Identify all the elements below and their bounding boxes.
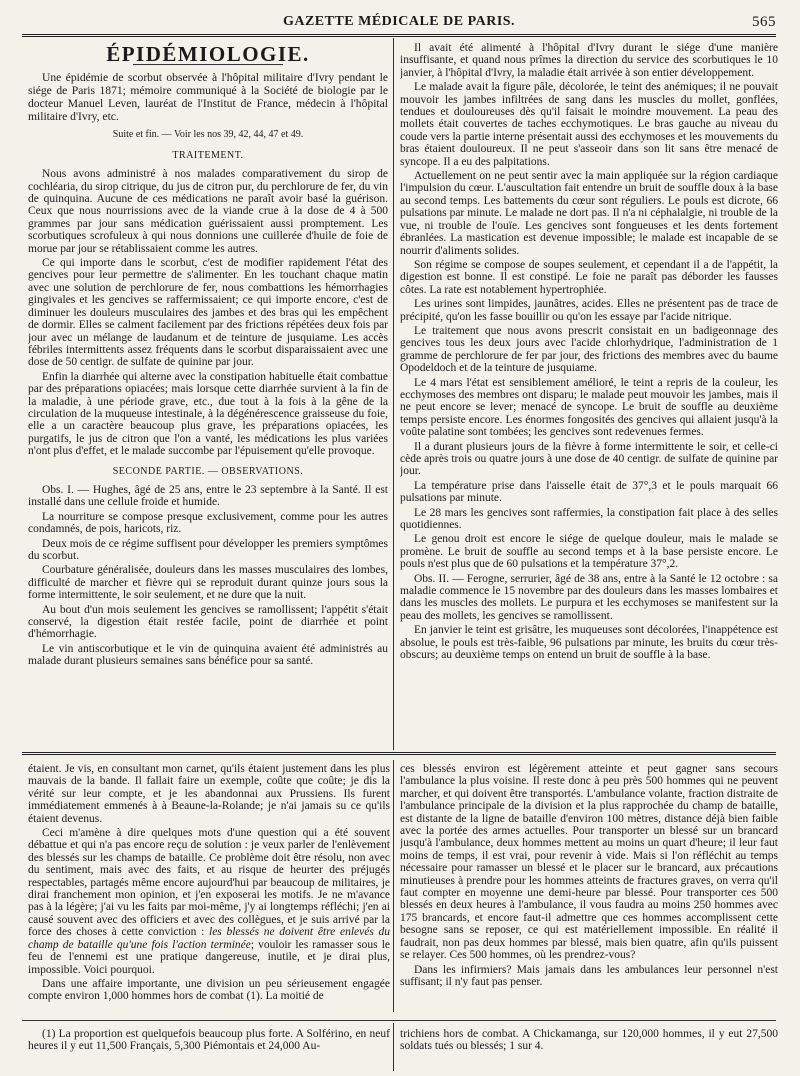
paragraph: Actuellement on ne peut sentir avec la main appliquée sur la région cardiaque l'impulsion du cœur. L'auscultation fait entendre un bruit de souffle doux à la base au second temps. Les battements du cœur sont réguliers. Le pouls est dicrote, 66 pulsations par minute. Le malade ne dort pas. Il n'a ni céphalalgie, ni trouble de la vue, ni trouble de l'ouïe. Les gencives sont fongueuses et les dents fortement ébranlées. La mastication est devenue impossible; le malade est incapable de se nourrir d'aliments solides. (400, 170, 778, 257)
text-span: Ceci m'amène à dire quelques mots d'une question qui a été souvent débattue et qui n'a pas encore reçu de solution : je veux parler de l'enlèvement des blessés sur les champs de bataille. Ce problème doit être résolu, non avec du sentiment, mais avec des faits, et au risque de heurter des préjugés respectables, partagés même encore aujourd'hui par beaucoup de militaires, je dirai franchement mon opinion, et j'en exposerai les motifs. Je ne m'avance pas à la légère; j'ai vu les faits par moi-même, j'y ai longtemps réfléchi; j'en ai causé souvent avec des officiers et avec des collègues, et je suis arrivé par la force des choses à cette conviction : (28, 827, 390, 939)
article-title: ÉPIDÉMIOLOGIE. (106, 42, 310, 66)
journal-title: GAZETTE MÉDICALE DE PARIS. (282, 14, 516, 29)
paragraph: Dans les infirmiers? Mais jamais dans les ambulances leur personnel n'est suffisant; il n'y faut pas penser. (400, 963, 778, 988)
paragraph: Dans une affaire importante, une division un peu sérieusement engagée compte environ 1,000 hommes hors de combat (1). La moitié de (28, 977, 390, 1003)
section-heading-observations: SECONDE PARTIE. — OBSERVATIONS. (112, 465, 304, 477)
paragraph: Le 4 mars l'état est sensiblement amélioré, le teint a repris de la couleur, les ecchymoses des membres ont disparu; le malade peut mouvoir les jambes, mais il ne peut encore se lever; menacé de syncope. Le bruit de souffle au deuxième temps persiste encore. Les énormes fongosités des gencives qui allaient jusqu'à la voûte palatine sont tombées; les gencives sont redevenues fermes. (400, 376, 778, 439)
paragraph: Enfin la diarrhée qui alterne avec la constipation habituelle était combattue par des préparations opiacées; mais lorsque cette diarrhée survient à la fin de la maladie, à une période grave, etc., due tout à la fois à la gêne de la circulation de la muqueuse intestinale, à la dégénérescence graisseuse du foie, elle a un caractère beaucoup plus grave, les préparations opiacées, les purgatifs, le jus de citron que l'on a vanté, les médications les plus variées n'ont plus d'effet, et le malade succombe par l'épuisement qu'elle provoque. (28, 370, 388, 458)
paragraph: La température prise dans l'aisselle était de 37°,3 et le pouls marquait 66 pulsations par minute. (400, 479, 778, 505)
column-left (28, 42, 388, 748)
footnote-left (28, 1028, 390, 1068)
footnote-text: (1) La proportion est quelquefois beaucoup plus forte. A Solférino, en neuf heures il y eut 11,500 Français, 5,300 Piémontais et 24,000 Au- (28, 1028, 390, 1053)
paragraph: Courbature généralisée, douleurs dans les masses musculaires des lombes, difficulté de marcher et fièvre qui se reproduit durant quinze jours sous la forme intermittente, le soir seulement, et ne dure que la nuit. (28, 564, 388, 602)
paragraph: ces blessés environ est légèrement atteinte et peut gagner sans secours l'ambulance la plus voisine. Il reste donc à peu près 500 hommes qui ne peuvent marcher, et qui doivent être transportés. L'ambulance volante, fraction distraite de l'ambulance principale de la division et la plus rapprochée du champ de bataille, est distante de la ligne de bataille d'environ 100 mètres, distance déjà bien faible avec la portée des armes actuelles. Pour transporter un blessé sur un brancard jusqu'à l'ambulance, deux hommes mettent au moins un quart d'heure; il leur faut moins de temps, il est vrai, pour revenir à vide. Mais si l'on réfléchit au temps nécessaire pour ramasser un blessé et le placer sur le brancard, aux précautions minutieuses à prendre pour les hommes atteints de fractures graves, on verra qu'il faut compter en moyenne une demi-heure par blessé. Pour transporter ces 500 blessés en deux heures à l'ambulance, il vous faudra au moins 250 hommes avec 175 brancards, et encore faut-il admettre que ces hommes accomplissent cette besogne sans se reposer, ce qui est matériellement impossible. En réalité il faudrait, non pas deux hommes par blessé, mais bien quatre, afin qu'ils puissent se relayer. Ces 500 hommes, où les prendrez-vous? (400, 763, 778, 962)
article-intro: Une épidémie de scorbut observée à l'hôpital militaire d'Ivry pendant le siége de Paris 1871; mémoire communiqué à la Société de biologie par le docteur Manuel Leven, lauréat de l'Institut de France, médecin à l'hôpital militaire d'Ivry, etc. (28, 71, 388, 124)
paragraph: Les urines sont limpides, jaunâtres, acides. Elles ne présentent pas de trace de précipité, qu'on les fasse bouillir ou qu'on les essaye par l'acide nitrique. (400, 298, 778, 323)
feuilleton-right (400, 763, 778, 1011)
feuilleton-left (28, 763, 390, 1011)
footnote-rule (22, 1020, 776, 1021)
column-divider (393, 760, 394, 1012)
paragraph: Au bout d'un mois seulement les gencives se ramollissent; l'appétit s'était conservé, la digestion était restée facile, point de diarrhée et point d'hémorrhagie. (28, 603, 388, 641)
paragraph: Obs. I. — Hughes, âgé de 25 ans, entre le 23 septembre à la Santé. Il est installé dans une cellule froide et humide. (28, 483, 388, 509)
paragraph: étaient. Je vis, en consultant mon carnet, qu'ils étaient justement dans les plus mauvais de la bande. Il fallait faire un exemple, coûte que coûte; je dis la vérité sur leur compte, et je les abandonnai aux Prussiens. Ils furent immédiatement emmenés à à Beaune-la-Rolande; je n'ai jamais su ce qu'ils étaient devenus. (28, 763, 390, 825)
paragraph: Son régime se compose de soupes seulement, et cependant il a de l'appétit, la digestion est bonne. Il est constipé. Le foie ne paraît pas déborder les fausses côtes. La rate est notablement hypertrophiée. (400, 258, 778, 296)
header-rule (22, 34, 776, 37)
paragraph: Le traitement que nous avons prescrit consistait en un badigeonnage des gencives tous les deux jours avec l'acide chlorhydrique, l'administration de 1 gramme de perchlorure de fer par jour, des frictions des membres avec du baume Opodeldoch et de la teinture de jusquiame. (400, 324, 778, 375)
paragraph: Il a durant plusieurs jours de la fièvre à forme intermittente le soir, et celle-ci cède après trois ou quatre jours à une dose de 40 centigr. de sulfate de quinine par jour. (400, 440, 778, 478)
page-number: 565 (752, 14, 776, 30)
paragraph: En janvier le teint est grisâtre, les muqueuses sont décolorées, l'inappétence est absolue, le pouls est très-faible, 96 pulsations par minute, les bruits du cœur très-obscurs; au deuxième temps on entend un bruit de souffle à la base. (400, 624, 778, 662)
footnote-right (400, 1028, 778, 1068)
paragraph: Le genou droit est encore le siége de quelque douleur, mais le malade se promène. Le bruit de souffle au second temps et à la base persiste encore. Le pouls n'est plus que de 60 pulsations et la température 37°,2. (400, 533, 778, 571)
page-header (22, 14, 776, 36)
section-rule (22, 752, 776, 755)
paragraph: Deux mois de ce régime suffisent pour développer les premiers symptômes du scorbut. (28, 537, 388, 562)
paragraph: Ce qui importe dans le scorbut, c'est de modifier rapidement l'état des gencives pour leur permettre de s'alimenter. En les touchant chaque matin avec une solution de perchlorure de fer, nous combattions les hémorrhagies gingivales et les gencives se raffermissaient; ce qui importe encore, c'est de diminuer les douleurs musculaires des jambes et des bras qui les empêchent de dormir. Elles se calment facilement par des frictions répétées deux fois par jour avec un mélange de laudanum et de teinture de jusquiame. Les accès fébriles intermittents assez fréquents dans le scorbut disparaissaient avec une dose de 50 centigr. de sulfate de quinine par jour. (28, 257, 388, 369)
section-heading-traitement: TRAITEMENT. (172, 149, 244, 161)
column-right (400, 42, 778, 748)
column-divider (393, 1023, 394, 1071)
footnote-text: trichiens hors de combat. A Chickamanga, sur 120,000 hommes, il y eut 27,500 soldats tués ou blessés; 1 sur 4. (400, 1028, 778, 1053)
paragraph: La nourriture se compose presque exclusivement, comme pour les autres condamnés, de pois, haricots, riz. (28, 510, 388, 536)
column-divider (393, 38, 394, 750)
emphasis-text: les blessés ne doivent être enlevés du champ de bataille qu'une fois l'action terminée (28, 926, 390, 951)
paragraph: Le 28 mars les gencives sont raffermies, la constipation fait place à des selles quotidiennes. (400, 506, 778, 532)
paragraph (28, 827, 390, 976)
paragraph: Nous avons administré à nos malades comparativement du sirop de cochléaria, du sirop citrique, du jus de citron pur, du perchlorure de fer, du vin de quinquina. Aucune de ces médications ne paraît avoir basé la guérison. Ceux que nous nourrissions avec de la viande crue à la dose de 4 à 500 grammes par jour sans médication guérissaient aussi promptement. Les scorbutiques scrofuleux à qui nous donnions une cuillerée d'huile de foie de morue par jour se rétablissaient comme les autres. (28, 168, 388, 255)
paragraph: Il avait été alimenté à l'hôpital d'Ivry durant le siége d'une manière insuffisante, et quand nous prîmes la direction du service des scorbutiques le 10 janvier, à l'hôpital d'Ivry, la maladie était arrivée à son entier développement. (400, 42, 778, 79)
paragraph: Obs. II. — Ferogne, serrurier, âgé de 38 ans, entre à la Santé le 12 octobre : sa maladie commence le 15 novembre par des douleurs dans les masses lombaires et dans les muscles des mollets. Le purpura et les ecchymoses se manifestent sur la peau des mollets, les gencives se ramollissent. (400, 572, 778, 622)
text-span: ; vouloir les ramasser sous le feu de l'ennemi est une pratique dangereuse, inutile, et je dirai plus, impossible. Voici pourquoi. (28, 938, 390, 976)
paragraph: Le vin antiscorbutique et le vin de quinquina avaient été administrés au malade durant plusieurs semaines sans bénéfice pour sa santé. (28, 642, 388, 668)
suite-note: Suite et fin. — Voir les nos 39, 42, 44, 47 et 49. (112, 129, 304, 141)
paragraph: Le malade avait la figure pâle, décolorée, le teint des anémiques; il ne pouvait mouvoir les jambes infiltrées de sang dans les muscles du mollet, gonflées, tendues et douloureuses dès qu'il faisait le moindre mouvement. La peau des mollets était couvertes de taches ecchymotiques. Le bras gauche au niveau du coude vers la partie interne présentait aussi des ecchymoses et les mouvements du bras étaient douloureux. Il ne peut s'asseoir dans son lit sans être menacé de syncope. Il a eu des palpitations. (400, 81, 778, 168)
